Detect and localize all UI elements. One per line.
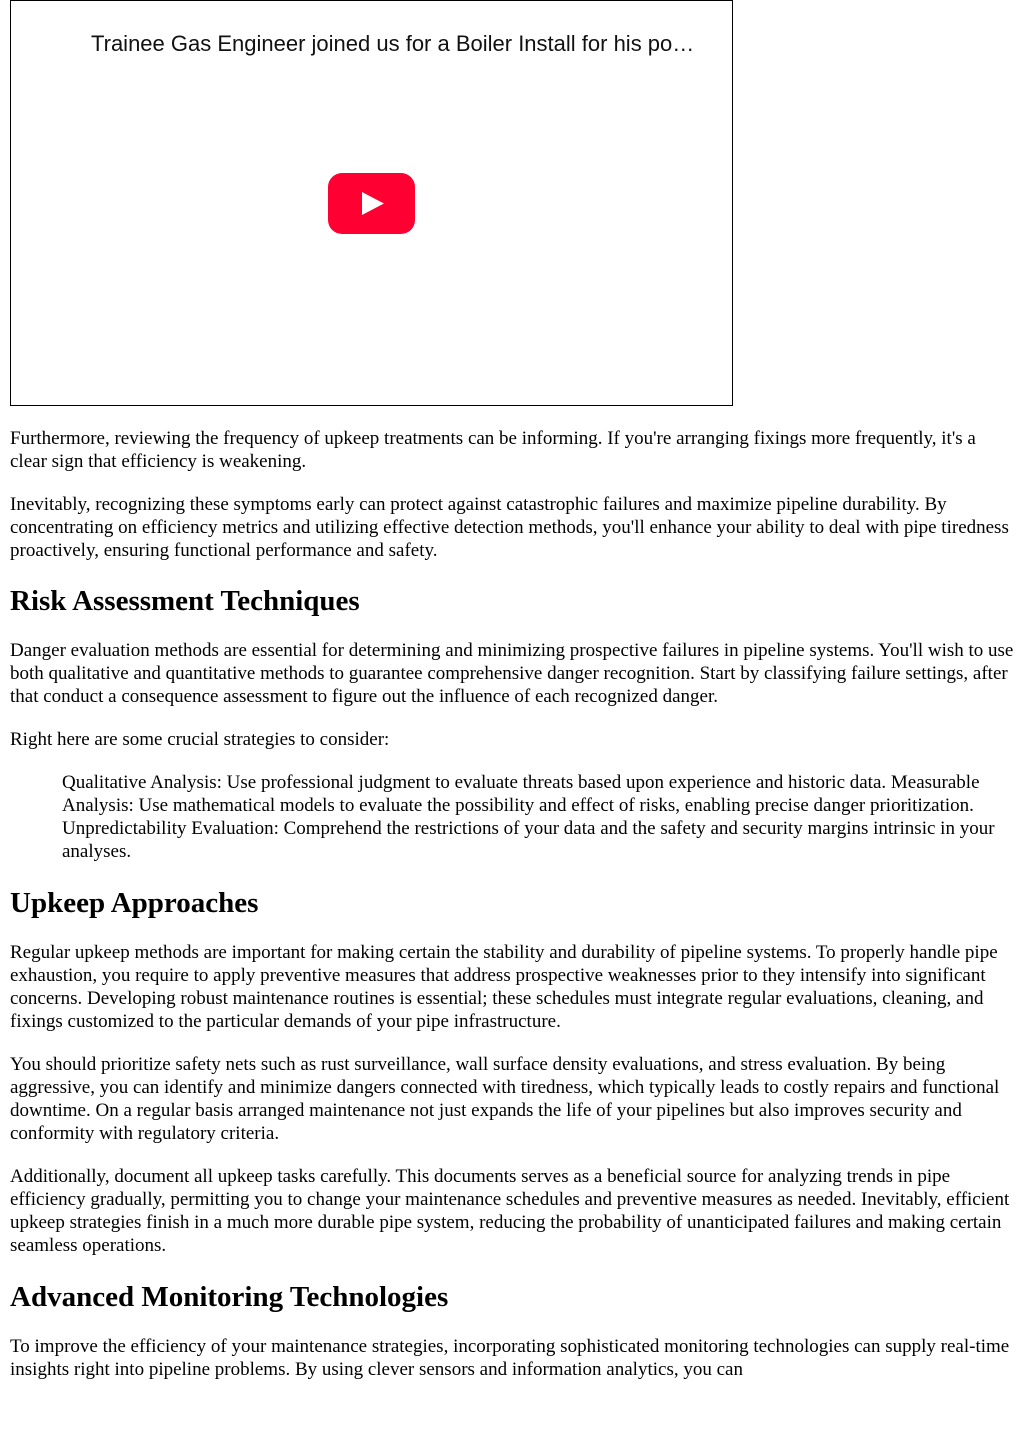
video-title[interactable]: Trainee Gas Engineer joined us for a Boiler Install for his po…	[91, 31, 695, 56]
heading-risk-assessment: Risk Assessment Techniques	[10, 585, 360, 617]
paragraph-improve: To improve the efficiency of your maintenance strategies, incorporating sophisticated monitoring technologies can supply real-time insights right into pipeline problems. By using clever sensors and information analytics, you can	[10, 1336, 1010, 1380]
paragraph-prioritize: You should prioritize safety nets such as rust surveillance, wall surface density evaluations, and stress evaluation. By being aggressive, you can identify and minimize dangers connected with tiredness, which typically leads to costly repairs and functional downtime. On a regular basis arranged maintenance not just expands the life of your pipelines but also improves security and conformity with regulatory criteria.	[10, 1054, 1000, 1144]
paragraph-inevitably: Inevitably, recognizing these symptoms early can protect against catastrophic failures and maximize pipeline durability. By concentrating on efficiency metrics and utilizing effective detection methods, you'll enhance your ability to deal with pipe tiredness proactively, ensuring functional performance and safety.	[10, 494, 1009, 561]
heading-upkeep-approaches: Upkeep Approaches	[10, 887, 259, 919]
play-button[interactable]	[328, 173, 415, 234]
paragraph-danger: Danger evaluation methods are essential for determining and minimizing prospective failures in pipeline systems. You'll wish to use both qualitative and quantitative methods to guarantee comprehensive danger recognition. Start by classifying failure settings, after that conduct a consequence assessment to figure out the influence of each recognized danger.	[10, 640, 1014, 707]
youtube-embed[interactable]	[10, 0, 733, 406]
paragraph-strategies: Right here are some crucial strategies to consider:	[10, 729, 390, 750]
strategies-blockquote: Qualitative Analysis: Use professional judgment to evaluate threats based upon experience and historic data. Measurable Analysis: Use mathematical models to evaluate the possibility and effect of risks, enabling precise danger prioritization. Unpredictability Evaluation: Comprehend the restrictions of your data and the safety and security margins intrinsic in your analyses.	[62, 772, 995, 862]
play-icon	[328, 173, 415, 234]
paragraph-additionally: Additionally, document all upkeep tasks carefully. This documents serves as a beneficial source for analyzing trends in pipe efficiency gradually, permitting you to change your maintenance schedules and preventive measures as needed. Inevitably, efficient upkeep strategies finish in a much more durable pipe system, reducing the probability of unanticipated failures and making certain seamless operations.	[10, 1166, 1010, 1256]
heading-advanced-monitoring: Advanced Monitoring Technologies	[10, 1281, 449, 1313]
paragraph-furthermore: Furthermore, reviewing the frequency of upkeep treatments can be informing. If you're arranging fixings more frequently, it's a clear sign that efficiency is weakening.	[10, 428, 976, 472]
paragraph-regular: Regular upkeep methods are important for making certain the stability and durability of pipeline systems. To properly handle pipe exhaustion, you require to apply preventive measures that address prospective weaknesses prior to they intensify into significant concerns. Developing robust maintenance routines is essential; these schedules must integrate regular evaluations, cleaning, and fixings customized to the particular demands of your pipe infrastructure.	[10, 942, 998, 1032]
